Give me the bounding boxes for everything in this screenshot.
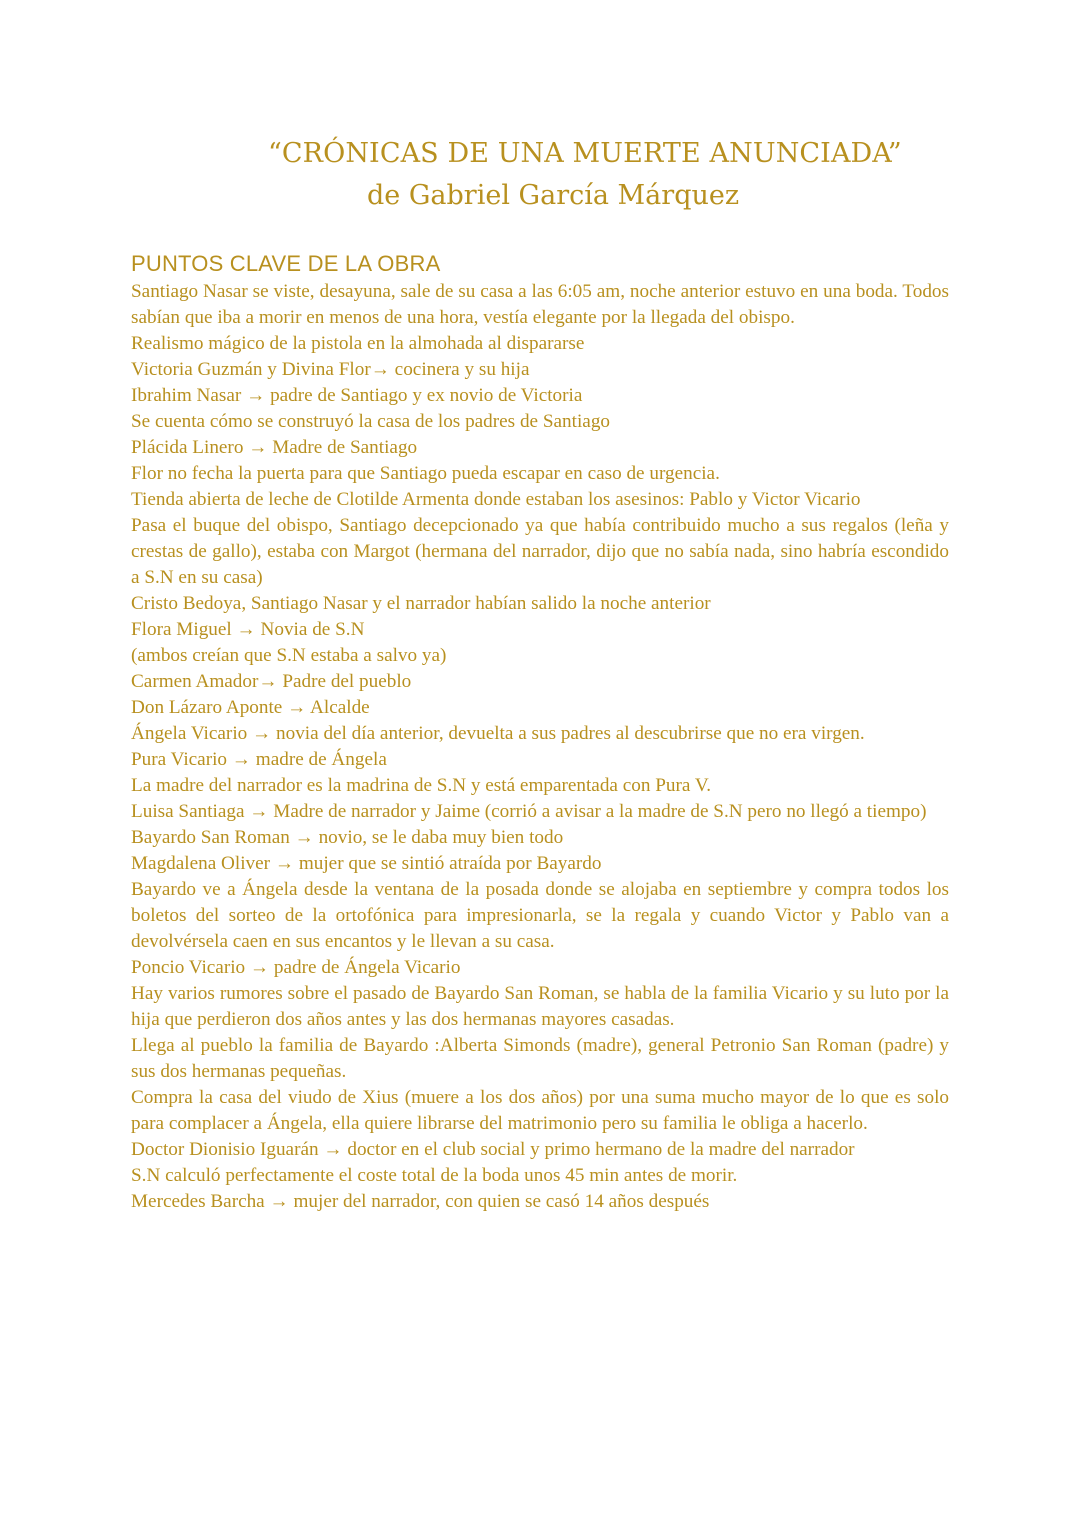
note-paragraph: Don Lázaro Aponte → Alcalde [131,697,370,718]
note-paragraph: Plácida Linero → Madre de Santiago [131,437,418,458]
note-paragraph: Carmen Amador→ Padre del pueblo [131,671,412,692]
note-paragraph: Luisa Santiaga → Madre de narrador y Jaime (corrió a avisar a la madre de S.N pero no llegó a tiempo) [131,801,927,822]
note-paragraph: La madre del narrador es la madrina de S.N y está emparentada con Pura V. [131,775,712,796]
note-paragraph: Victoria Guzmán y Divina Flor→ cocinera y su hija [131,359,530,380]
section-heading: PUNTOS CLAVE DE LA OBRA [131,251,441,276]
note-paragraph: Bayardo ve a Ángela desde la ventana de la posada donde se alojaba en septiembre y compra todos los boletos del sorteo de la ortofónica para impresionarla, se la regala y cuando Victor y Pablo van a devolvérsela caen en sus encantos y le llevan a su casa. [131,879,949,952]
note-paragraph: Cristo Bedoya, Santiago Nasar y el narrador habían salido la noche anterior [131,593,711,614]
note-paragraph: Bayardo San Roman → novio, se le daba muy bien todo [131,827,564,848]
note-paragraph: Pasa el buque del obispo, Santiago decepcionado ya que había contribuido mucho a sus regalos (leña y crestas de gallo), estaba con Margot (hermana del narrador, dijo que no sabía nada, sino habría escondido a S.N en su casa) [131,515,949,588]
note-paragraph: Flora Miguel → Novia de S.N [131,619,365,640]
note-paragraph: (ambos creían que S.N estaba a salvo ya) [131,645,447,666]
note-paragraph: Doctor Dionisio Iguarán → doctor en el club social y primo hermano de la madre del narrador [131,1139,855,1160]
note-paragraph: Se cuenta cómo se construyó la casa de los padres de Santiago [131,411,611,432]
key-points-list [131,279,949,1215]
note-paragraph: Poncio Vicario → padre de Ángela Vicario [131,957,461,978]
document-subtitle: de Gabriel García Márquez [367,180,740,211]
note-paragraph: Ibrahim Nasar → padre de Santiago y ex novio de Victoria [131,385,583,406]
note-paragraph: Compra la casa del viudo de Xius (muere a los dos años) por una suma mucho mayor de lo que es solo para complacer a Ángela, ella quiere librarse del matrimonio pero su familia le obliga a hacerlo. [131,1087,949,1134]
note-paragraph: Hay varios rumores sobre el pasado de Bayardo San Roman, se habla de la familia Vicario y su luto por la hija que perdieron dos años antes y las dos hermanas mayores casadas. [131,983,949,1030]
note-paragraph: Llega al pueblo la familia de Bayardo :Alberta Simonds (madre), general Petronio San Roman (padre) y sus dos hermanas pequeñas. [131,1035,949,1082]
note-paragraph: Tienda abierta de leche de Clotilde Armenta donde estaban los asesinos: Pablo y Victor Vicario [131,489,861,510]
note-paragraph: Pura Vicario → madre de Ángela [131,749,387,770]
note-paragraph: Magdalena Oliver → mujer que se sintió atraída por Bayardo [131,853,602,874]
note-paragraph: Mercedes Barcha → mujer del narrador, con quien se casó 14 años después [131,1191,710,1212]
note-paragraph: Santiago Nasar se viste, desayuna, sale de su casa a las 6:05 am, noche anterior estuvo en una boda. Todos sabían que iba a morir en menos de una hora, vestía elegante por la llegada del obispo. [131,281,949,328]
note-paragraph: S.N calculó perfectamente el coste total de la boda unos 45 min antes de morir. [131,1165,738,1186]
note-paragraph: Realismo mágico de la pistola en la almohada al dispararse [131,333,585,354]
document-title: “CRÓNICAS DE UNA MUERTE ANUNCIADA” [268,138,902,169]
note-paragraph: Flor no fecha la puerta para que Santiago pueda escapar en caso de urgencia. [131,463,720,484]
note-paragraph: Ángela Vicario → novia del día anterior, devuelta a sus padres al descubrirse que no era virgen. [131,723,865,744]
